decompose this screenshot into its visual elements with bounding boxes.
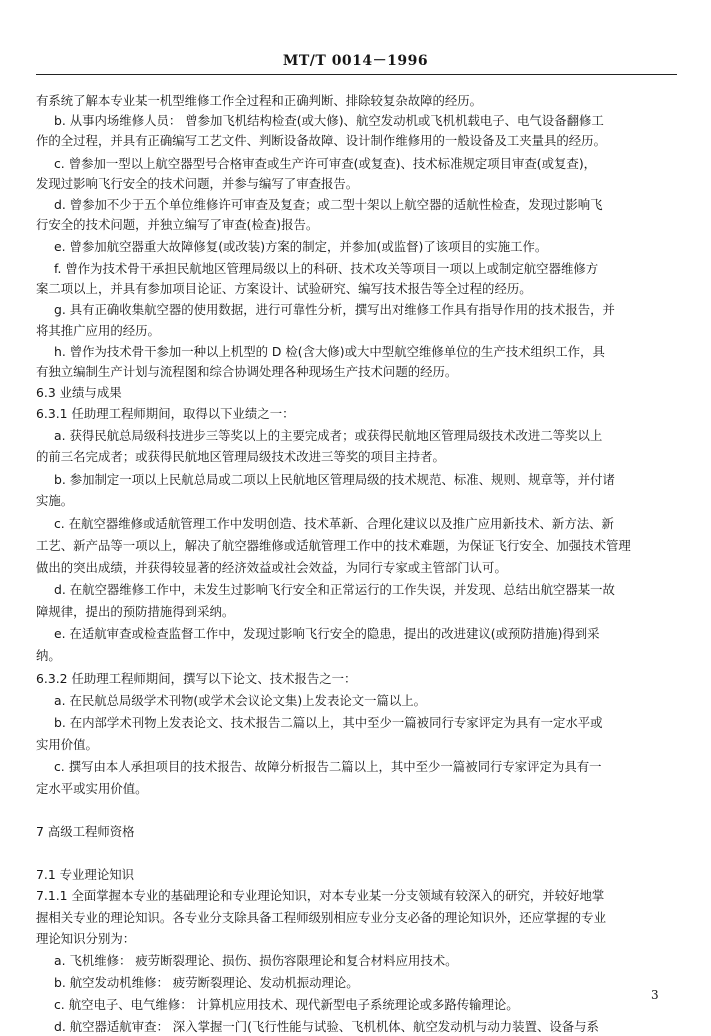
text-line-37: 握相关专业的理论知识。各专业分支除具备工程师级别相应专业分支必备的理论知识外，还应掌握的专业 [36,910,606,925]
text-line-21: c. 在航空器维修或适航管理工作中发明创造、技术革新、合理化建议以及推广应用新技术、新方法、新 [54,516,614,531]
text-line-6: d. 曾参加不少于五个单位维修许可审查及复查；或二型十架以上航空器的适航性检查，发现过影响飞 [54,197,603,212]
text-line-16: 6.3.1 任助理工程师期间，取得以下业绩之一： [36,406,295,421]
page-number: 3 [651,988,659,1002]
text-line-24: d. 在航空器维修工作中，未发生过影响飞行安全和正常运行的工作失误，并发现、总结出航空器某一故 [54,582,615,597]
text-line-12: 将其推广应用的经历。 [36,323,160,338]
text-line-7: 行安全的技术问题，并独立编写了审查(检查)报告。 [36,217,319,232]
text-line-4: c. 曾参加一型以上航空器型号合格审查或生产许可审查(或复查)、技术标准规定项目审查(或复查)， [54,156,597,171]
text-line-8: e. 曾参加航空器重大故障修复(或改装)方案的制定，并参加(或监督)了该项目的实施工作。 [54,239,548,254]
text-line-30: b. 在内部学术刊物上发表论文、技术报告二篇以上，其中至少一篇被同行专家评定为具有一定水平或 [54,715,603,730]
text-line-40: b. 航空发动机维修： 疲劳断裂理论、发动机振动理论。 [54,975,359,990]
text-line-35: 7.1 专业理论知识 [36,867,134,882]
standard-number-header: MT/T 0014－1996 [282,53,429,69]
text-line-15: 6.3 业绩与成果 [36,385,122,400]
text-line-28: 6.3.2 任助理工程师期间，撰写以下论文、技术报告之一： [36,671,357,686]
text-line-3: 作的全过程，并具有正确编写工艺文件、判断设备故障、设计制作维修用的一般设备及工夹量具的经历。 [36,133,606,148]
text-line-1: 有系统了解本专业某一机型维修工作全过程和正确判断、排除较复杂故障的经历。 [36,93,483,108]
text-line-20: 实施。 [36,493,74,508]
text-line-25: 障规律，提出的预防措施得到采纳。 [36,604,235,619]
text-line-23: 做出的突出成绩，并获得较显著的经济效益或社会效益，为同行专家或主管部门认可。 [36,560,507,575]
text-line-2: b. 从事内场维修人员： 曾参加飞机结构检查(或大修)、航空发动机或飞机机载电子、电气设备翻修工 [54,113,604,128]
text-line-10: 案二项以上，并具有参加项目论证、方案设计、试验研究、编写技术报告等全过程的经历。 [36,281,532,296]
text-line-9: f. 曾作为技术骨干承担民航地区管理局级以上的科研、技术攻关等项目一项以上或制定航空器维修方 [54,261,599,276]
text-line-14: 有独立编制生产计划与流程图和综合协调处理各种现场生产技术问题的经历。 [36,364,458,379]
text-line-17: a. 获得民航总局级科技进步三等奖以上的主要完成者；或获得民航地区管理局级技术改进二等奖以上 [54,428,603,443]
text-line-31: 实用价值。 [36,737,98,752]
text-line-41: c. 航空电子、电气维修： 计算机应用技术、现代新型电子系统理论或多路传输理论。 [54,997,519,1012]
header-rule [36,74,677,75]
text-line-33: 定水平或实用价值。 [36,781,148,796]
text-line-36: 7.1.1 全面掌握本专业的基础理论和专业理论知识，对本专业某一分支领域有较深入的研究，并较好地掌 [36,888,605,903]
text-line-13: h. 曾作为技术骨干参加一种以上机型的 D 检(含大修)或大中型航空维修单位的生产技术组织工作，具 [54,344,605,359]
text-line-42: d. 航空器适航审查： 深入掌握一门(飞行性能与试验、飞机机体、航空发动机与动力装置、设备与系 [54,1019,599,1034]
text-line-26: e. 在适航审查或检查监督工作中，发现过影响飞行安全的隐患，提出的改进建议(或预防措施)得到采 [54,626,600,641]
text-line-38: 理论知识分别为： [36,931,136,946]
text-line-34: 7 高级工程师资格 [36,824,135,839]
text-line-11: g. 具有正确收集航空器的使用数据，进行可靠性分析，撰写出对维修工作具有指导作用的技术报告，并 [54,302,615,317]
text-line-27: 纳。 [36,648,61,663]
text-line-29: a. 在民航总局级学术刊物(或学术会议论文集)上发表论文一篇以上。 [54,693,427,708]
text-line-22: 工艺、新产品等一项以上，解决了航空器维修或适航管理工作中的技术难题，为保证飞行安全、加强技术管理 [36,538,631,553]
text-line-39: a. 飞机维修： 疲劳断裂理论、损伤、损伤容限理论和复合材料应用技术。 [54,953,458,968]
text-line-32: c. 撰写由本人承担项目的技术报告、故障分析报告二篇以上，其中至少一篇被同行专家评定为具有一 [54,759,602,774]
text-line-19: b. 参加制定一项以上民航总局或二项以上民航地区管理局级的技术规范、标准、规则、规章等，并付诸 [54,472,615,487]
text-line-18: 的前三名完成者；或获得民航地区管理局级技术改进三等奖的项目主持者。 [36,449,445,464]
text-line-5: 发现过影响飞行安全的技术问题，并参与编写了审查报告。 [36,176,359,191]
